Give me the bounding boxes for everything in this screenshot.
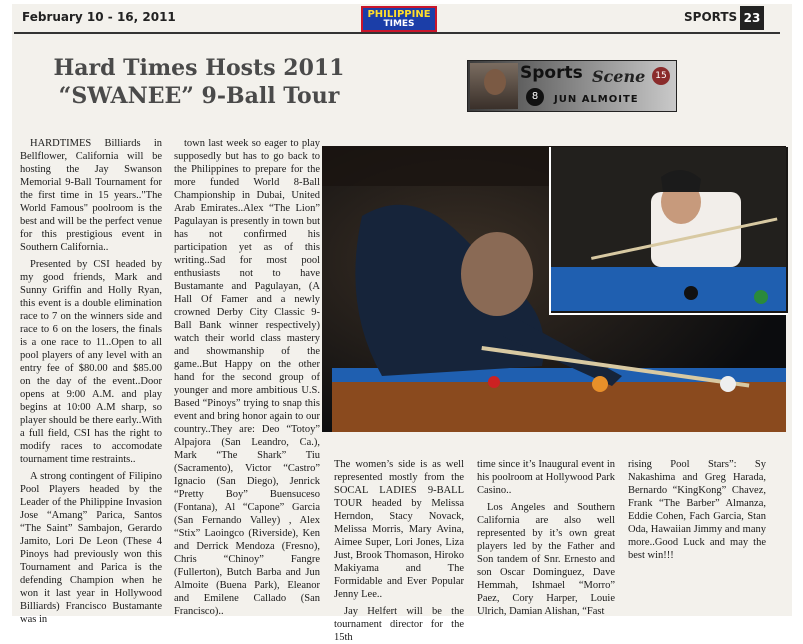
paragraph: Jay Helfert will be the tournament director for the 15th <box>334 606 464 643</box>
fifteen-ball-icon: 15 <box>652 67 670 85</box>
publication-logo <box>361 6 437 32</box>
paragraph: HARDTIMES Billiards in Bellflower, California will be hosting the Jay Swanson Memorial 9-Ball Tournament for the first time in 15 years.."The World Famous" poolroom is the best and will be the perfect venue for this prestigious event in Southern California.. <box>20 138 162 253</box>
sports-scene-column-banner <box>467 60 677 112</box>
logo-text-times: TIMES <box>383 19 415 29</box>
article-column-4 <box>477 458 615 617</box>
paragraph: town last week so eager to play supposedly but has to go back to the Philippines to prepare for the more funded World 8-Ball Championship in Dubai, United Arab Emirates..Alex “The Lion” Pagulayan is presently in town but has not confirmed his participation yet as of this writing..Sad for most pool enthusiasts not to have Bustamante and Pagulayan, (A Hall Of Famer and a newly crowned Derby City Classic 9-Ball Bank winner respectively) watch their world class mastery and showmanship of the game..But Happy on the other hand for the second group of younger and more ambitious U.S. Based “Pinoys” trying to snap this event and bring honor again to our country..They are: Deo “Totoy” Alpajora (San Leandro, Ca.), Mark “The Shark” Tiu (Sacramento), Victor “Castro” Ignacio (San Diego), Jenrick “Pretty Boy” Buensuceso (Fontana), Al “Capone” Garcia (San Fernando Valley) , Alex “Stix” Laoingco (Riverside), Ken and Derrick Mendoza (Fresno), Chris “Chinoy” Fangre (Fullerton), Butch Barba and Jun Almoite (Buena Park), Eleanor and Emilene Callado (San Francisco).. <box>174 138 320 617</box>
inset-photo-illustration <box>551 147 786 311</box>
page-header <box>14 6 780 34</box>
paragraph: Los Angeles and Southern California are also well represented by it’s own great players led by the Father and Son tandem of Snr. Ernesto and son Oscar Dominguez, Dave Hemmah, Ishmael “Morro” Paez, Cory Harper, Louie Ulrich, Damian Alishan, “Fast <box>477 502 615 617</box>
article-column-2 <box>174 137 320 617</box>
article-column-3 <box>334 458 464 643</box>
page-number: 23 <box>740 6 764 30</box>
article-column-5 <box>628 458 766 612</box>
paragraph: The women’s side is as well represented mostly from the SOCAL LADIES 9-BALL TOUR headed by Melissa Herndon, Stacy Novack, Melissa Morris, Mary Avina, Aimee Super, Lori Jones, Liza Just, Brook Thomason, Hiroko Makiyama and The Formidable and Ever Popular Jenny Lee.. <box>334 459 464 600</box>
issue-date: February 10 - 16, 2011 <box>22 10 176 24</box>
inset-photo-player-aiming <box>549 147 788 315</box>
banner-title-sports: Sports <box>520 63 583 83</box>
eight-ball-icon: 8 <box>526 88 544 106</box>
article-headline <box>44 54 354 110</box>
article-column-1 <box>20 137 162 625</box>
columnist-byline: JUN ALMOITE <box>554 94 639 105</box>
columnist-photo <box>470 63 518 109</box>
section-label: SPORTS <box>684 10 738 24</box>
paragraph: rising Pool Stars”: Sy Nakashima and Greg Harada, Bernardo “KingKong” Chavez, Frank “The Barber” Almanza, Eddie Cohen, Fach Garcia, Stan Oda, Hawaiian Jimmy and many more..Good Luck and may the best win!!! <box>628 459 766 561</box>
headline-line-2: “SWANEE” 9-Ball Tour <box>58 83 340 109</box>
paragraph: Presented by CSI headed by my good friends, Mark and Sunny Griffin and Holly Ryan, this event is a double elimination race to 7 on the winners side and race to 6 on the losers, the finals is a one race to 11..Open to all pool players of any level with an entry fee of $80.00 and $85.00 on the day of the event..Door opens at 9:00 A.M. and play begins at 10:00 A.M sharp, so player should be there early..With a full field, CSI has the right to modify races to accomodate tournament time restraints.. <box>20 259 162 465</box>
paragraph: A strong contingent of Filipino Pool Players headed by the Leader of the Philippine Invasion Jose “Amang” Parica, Santos “The Saint” Sambajon, Gerardo Jamito, Lori De Leon (These 4 Pinoys had previously won this Tournament and Parica is the defending Champion when he won it last year in Hollywood Billiards) Francisco Bustamante was in <box>20 471 162 625</box>
banner-title-scene: Scene <box>592 67 646 86</box>
columnist-face <box>484 69 506 95</box>
paragraph: time since it’s Inaugural event in his poolroom at Hollywood Park Casino.. <box>477 459 615 496</box>
headline-line-1: Hard Times Hosts 2011 <box>53 55 345 81</box>
logo-text-philippine: PHILIPPINE <box>367 9 431 20</box>
